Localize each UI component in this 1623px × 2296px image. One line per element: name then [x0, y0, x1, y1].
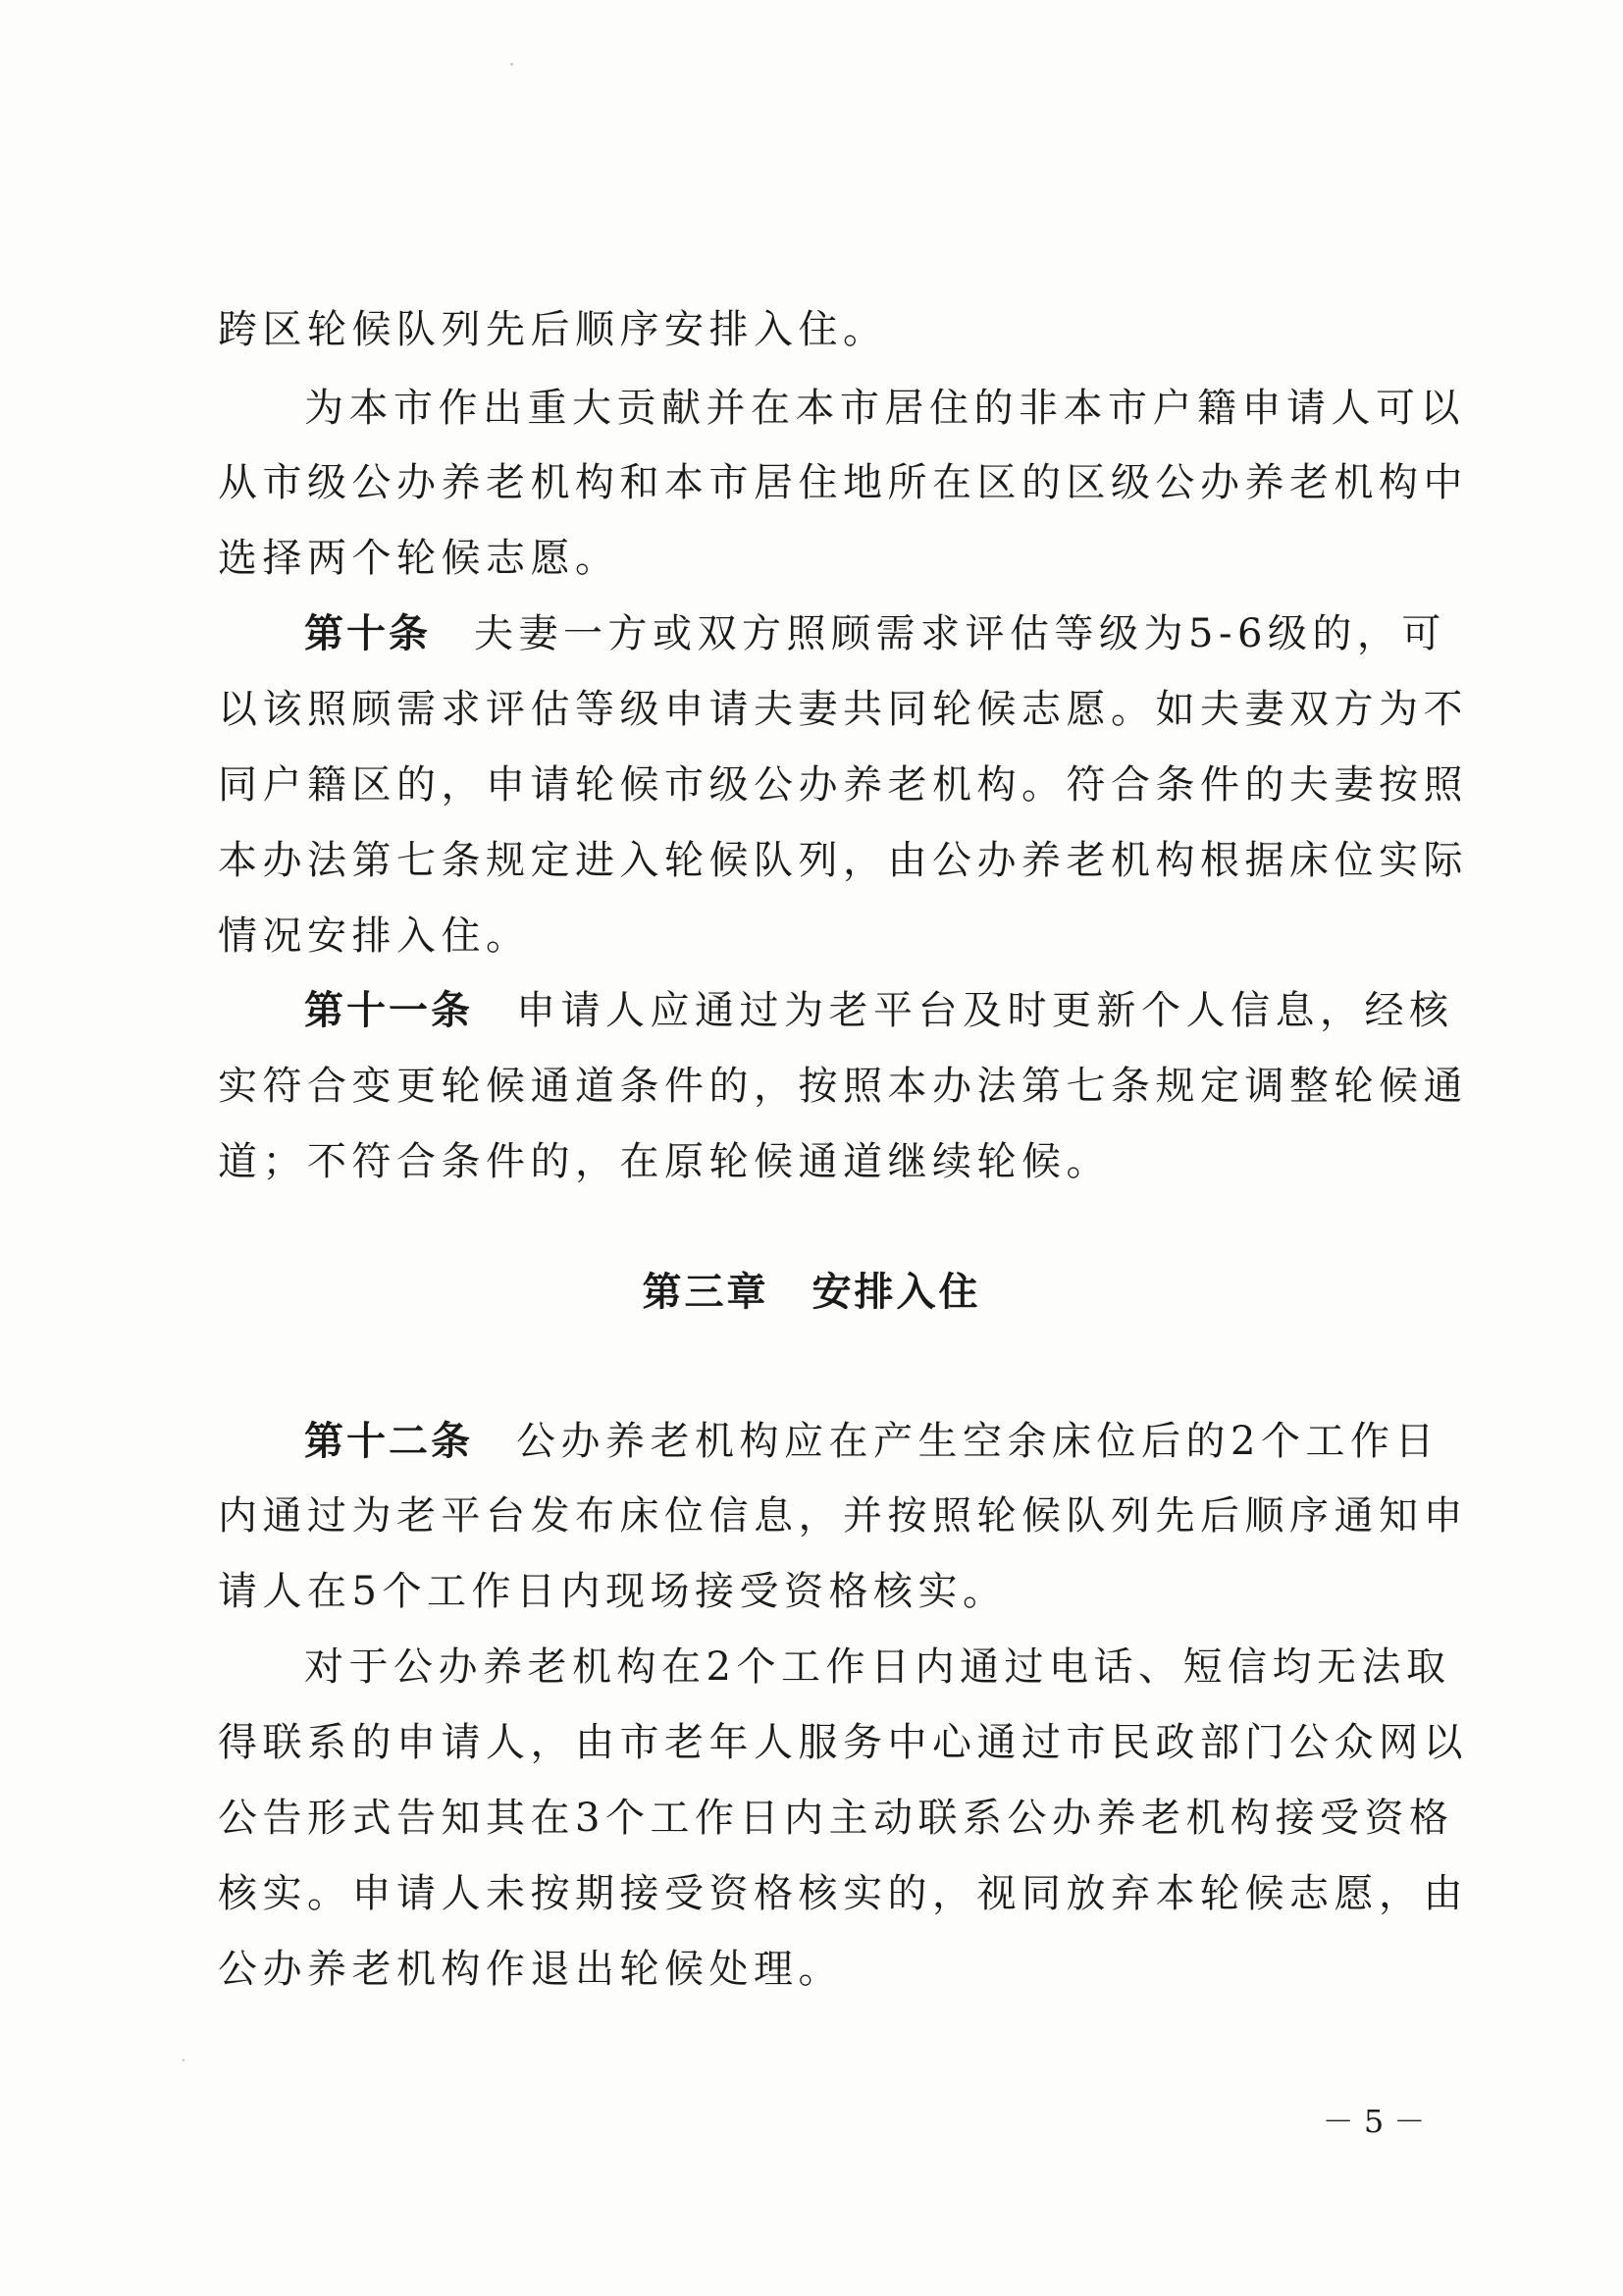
paragraph-line: 得联系的申请人，由市老年人服务中心通过市民政部门公众网以	[218, 1720, 1468, 1765]
paragraph-line: 对于公办养老机构在2个工作日内通过电话、短信均无法取	[304, 1644, 1451, 1690]
scan-speck	[183, 2059, 184, 2061]
paragraph-line: 从市级公办养老机构和本市居住地所在区的区级公办养老机构中	[218, 460, 1468, 505]
paragraph-line: 公告形式告知其在3个工作日内主动联系公办养老机构接受资格	[218, 1796, 1454, 1841]
chapter-heading	[0, 1269, 1623, 1316]
article-11-label: 第十一条	[304, 988, 473, 1033]
paragraph-line: 请人在5个工作日内现场接受资格核实。	[218, 1569, 1008, 1614]
paragraph-line: 本办法第七条规定进入轮候队列，由公办养老机构根据床位实际	[218, 838, 1468, 883]
paragraph-line: 核实。申请人未按期接受资格核实的，视同放弃本轮候志愿，由	[218, 1871, 1468, 1916]
paragraph-line: 同户籍区的，申请轮候市级公办养老机构。符合条件的夫妻按照	[218, 762, 1468, 808]
paragraph-line: 跨区轮候队列先后顺序安排入住。	[218, 307, 888, 352]
paragraph-line: 公办养老机构作退出轮候处理。	[218, 1947, 843, 1992]
article-12-label: 第十二条	[304, 1419, 473, 1464]
paragraph-line: 为本市作出重大贡献并在本市居住的非本市户籍申请人可以	[304, 386, 1465, 431]
article-11-line: 第十一条 申请人应通过为老平台及时更新个人信息，经核	[304, 988, 1454, 1033]
article-12-line: 第十二条 公办养老机构应在产生空余床位后的2个工作日	[304, 1419, 1440, 1464]
paragraph-line: 内通过为老平台发布床位信息，并按照轮候队列先后顺序通知申	[218, 1493, 1468, 1539]
page-number: － 5 －	[1322, 2103, 1426, 2140]
paragraph-line: 情况安排入住。	[218, 913, 531, 959]
scan-speck	[510, 63, 513, 66]
article-10-label: 第十条	[304, 611, 431, 656]
paragraph-line: 道；不符合条件的，在原轮候通道继续轮候。	[218, 1139, 1111, 1184]
chapter-title: 安排入住	[812, 1270, 981, 1315]
paragraph-line: 以该照顾需求评估等级申请夫妻共同轮候志愿。如夫妻双方为不	[218, 687, 1468, 732]
chapter-number: 第三章	[642, 1270, 769, 1315]
paragraph-line: 实符合变更轮候通道条件的，按照本办法第七条规定调整轮候通	[218, 1064, 1468, 1109]
paragraph-line: 选择两个轮候志愿。	[218, 536, 620, 581]
article-10-line: 第十条 夫妻一方或双方照顾需求评估等级为5-6级的，可	[304, 611, 1446, 656]
